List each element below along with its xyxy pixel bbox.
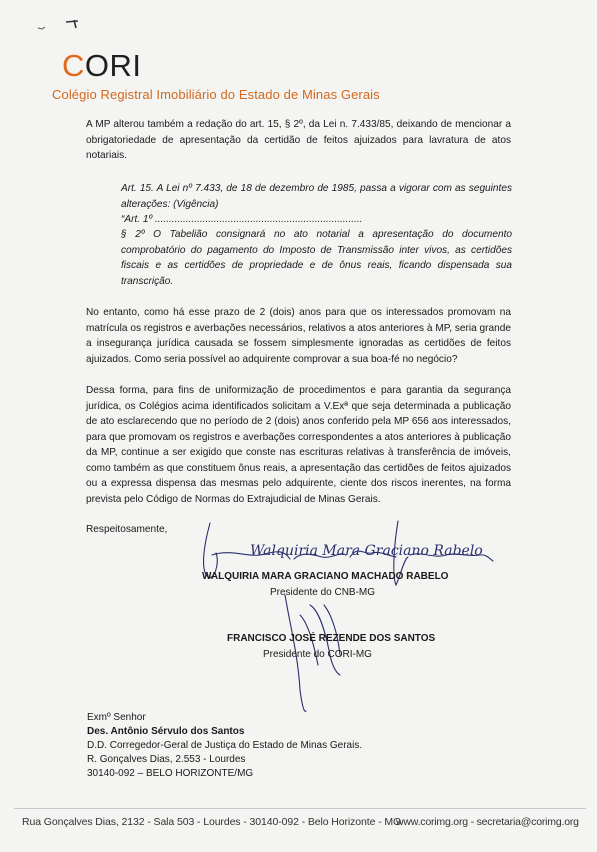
corner-ink-mark [36, 16, 86, 34]
addressee-city: 30140-092 – BELO HORIZONTE/MG [87, 768, 254, 779]
signer-1-name: WALQUIRIA MARA GRACIANO MACHADO RABELO [202, 571, 449, 582]
signer-2-name: FRANCISCO JOSÉ REZENDE DOS SANTOS [227, 633, 436, 644]
signer-2-role: Presidente do CORI-MG [263, 649, 372, 660]
footer-divider [14, 808, 586, 809]
quote-art-1: “Art. 1º .......................................................................... [121, 214, 363, 225]
logo-letters-ori: ORI [84, 48, 142, 83]
paragraph-insecurity: No entanto, como há esse prazo de 2 (dois) anos para que os interessados promovam na matrícula os registros e averbações necessários, relativos a atos anteriores à MP, seria grande a insegurança jurídica causada se fossem simplesmente ignoradas as certidões de feitos ajuizados. Como seria possível ao adquirente comprovar a sua boa-fé no negócio? [86, 307, 511, 365]
paragraph-request: Dessa forma, para fins de uniformização de procedimentos e para garantia da segurança jurídica, os Colégios acima identificados solicitam a V.Exª que seja determinada a publicação de ato esclarecendo que no período de 2 (dois) anos conferido pela MP 656 aos interessados, para que promovam os registros e averbações correspondentes a atos anteriores à publicação da MP, continue a ser exigido que conste nas escrituras relativas à transferência de imóveis, como também as que constituem ônus reais, a apresentação das certidões de feitos ajuizados ou a expressa dispensa das mesmas pelo adquirente, ciente dos riscos inerentes, na forma prevista pelo Código de Normas do Extrajudicial de Minas Gerais. [86, 385, 511, 505]
closing-salutation: Respeitosamente, [86, 524, 168, 535]
footer-contact: www.corimg.org - secretaria@corimg.org [396, 816, 579, 828]
logo-letter-c: C [62, 48, 85, 83]
addressee-salutation: Exmº Senhor [87, 712, 146, 723]
signature-handwriting-1: Walquiria Mara Graciano Rabelo [250, 543, 483, 559]
paragraph-mp-alteration: A MP alterou também a redação do art. 15, § 2º, da Lei n. 7.433/85, deixando de mencionar a obrigatoriedade de apresentação da certidão de feitos ajuizados para lavratura de atos notariais. [86, 119, 511, 161]
quote-art-15: Art. 15. A Lei nº 7.433, de 18 de dezembro de 1985, passa a vigorar com as seguintes alterações: (Vigência) [121, 183, 512, 210]
addressee-name: Des. Antônio Sérvulo dos Santos [87, 726, 245, 737]
addressee-street: R. Gonçalves Dias, 2.553 - Lourdes [87, 754, 246, 765]
logo-title [62, 50, 142, 82]
logo-subtitle: Colégio Registral Imobiliário do Estado de Minas Gerais [52, 87, 380, 102]
footer-address: Rua Gonçalves Dias, 2132 - Sala 503 - Lourdes - 30140-092 - Belo Horizonte - MG [22, 816, 402, 828]
quote-paragraph-2: § 2º O Tabelião consignará no ato notarial a apresentação do documento comprobatório do pagamento do Imposto de Transmissão inter vivos, as certidões fiscais e as certidões de propriedade e de ônus reais, ficando dispensada sua transcrição. [121, 229, 512, 287]
handwritten-signatures [190, 515, 510, 715]
signer-1-role: Presidente do CNB-MG [270, 587, 376, 598]
addressee-title: D.D. Corregedor-Geral de Justiça do Estado de Minas Gerais. [87, 740, 363, 751]
